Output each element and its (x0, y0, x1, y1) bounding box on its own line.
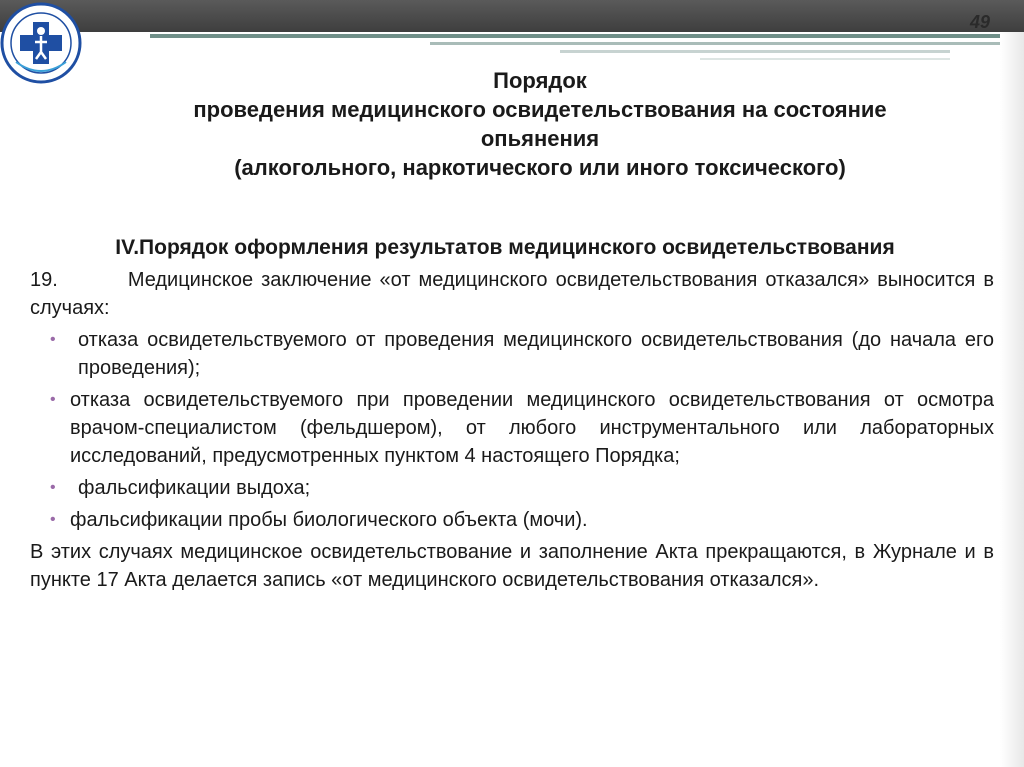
bullet-list (30, 326, 994, 534)
bullet-dot-icon: • (50, 331, 56, 348)
header-stripe (150, 34, 1024, 38)
bullet-dot-icon: • (50, 391, 56, 408)
header-stripe (560, 50, 950, 53)
paragraph-19 (30, 266, 994, 322)
list-item (30, 474, 994, 502)
bullet-dot-icon: • (50, 511, 56, 528)
section-heading: IV.Порядок оформления результатов медицинского освидетельствования (115, 236, 895, 259)
slide-page-number: 49 (969, 12, 990, 32)
list-item (30, 326, 994, 382)
list-item-text: фальсификации выдоха; (78, 477, 311, 499)
list-item-text: фальсификации пробы биологического объекта (мочи). (70, 509, 588, 531)
paragraph-number: 19. (30, 269, 58, 291)
header-stripe (430, 42, 1024, 45)
bullet-dot-icon: • (50, 479, 56, 496)
closing-paragraph: В этих случаях медицинское освидетельствование и заполнение Акта прекращаются, в Журнале и в пункте 17 Акта делается запись «от медицинского освидетельствования отказался». (30, 541, 994, 591)
list-item (30, 386, 994, 470)
header-band (0, 0, 1024, 32)
slide-body (30, 234, 994, 614)
title-line: Порядок (493, 68, 587, 93)
title-line: проведения медицинского освидетельствования на состояние (193, 97, 887, 122)
title-line: (алкогольного, наркотического или иного токсического) (234, 155, 846, 180)
slide-title (60, 66, 1020, 182)
paragraph-text: Медицинское заключение «от медицинского освидетельствования отказался» выносится в случаях: (30, 269, 994, 319)
list-item-text: отказа освидетельствуемого от проведения медицинского освидетельствования (до начала его проведения); (78, 329, 994, 379)
header-stripe (700, 58, 950, 60)
title-line: опьянения (480, 126, 600, 151)
list-item-text: отказа освидетельствуемого при проведении медицинского освидетельствования от осмотра врачом-специалистом (фельдшером), от любого инструментального или лабораторных исследований, предусмотренных пунктом 4 настоящего Порядка; (70, 389, 994, 467)
list-item (30, 506, 994, 534)
